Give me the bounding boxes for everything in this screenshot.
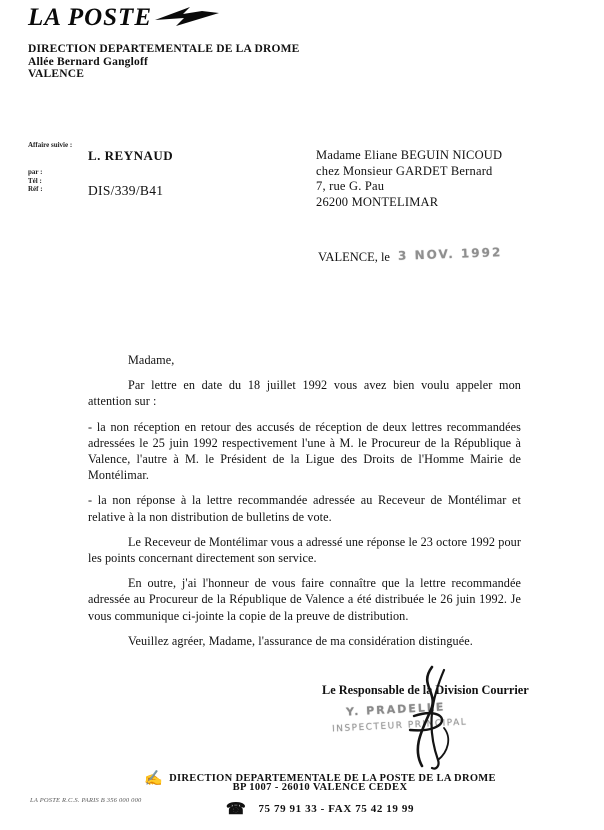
sender-street: Allée Bernard Gangloff (28, 55, 149, 68)
footer-phone-text: 75 79 91 33 - FAX 75 42 19 99 (258, 803, 415, 815)
sender-city: VALENCE (28, 68, 85, 80)
date-stamp: 3 NOV. 1992 (397, 245, 503, 263)
signatory-title: Le Responsable de la Division Courrier (322, 683, 529, 697)
sender-address-block (28, 43, 300, 81)
case-handler-name: L. REYNAUD (88, 148, 174, 163)
label-par: par : (28, 168, 43, 176)
recipient-name: Madame Eliane BEGUIN NICOUD (316, 148, 503, 162)
la-poste-logo-text: LA POSTE (28, 3, 152, 31)
signatory-role-stamp: INSPECTEUR PRINCIPAL (331, 717, 468, 735)
telephone-icon: ☎ (225, 801, 247, 818)
la-poste-bird-icon (154, 6, 220, 33)
footer-phone-line (120, 799, 520, 819)
footer-legal-text (30, 797, 141, 804)
letter-body (88, 352, 521, 658)
paragraph-bullet-2: - la non réponse à la lettre recommandée adressée au Receveur de Montélimar et relative à la non distribution de bulletins de vote. (88, 493, 521, 524)
footer-legal-value: LA POSTE R.C.S. PARIS B 356 000 000 (30, 797, 142, 804)
paragraph-bullet-1: - la non réception en retour des accusés de réception de deux lettres recommandées adressées le 25 juin 1992 respectivement l'une à M. le Procureur de la République à Valence, l'autre à M. le Président de la Ligue des Droits de l'Homme Mairie de Montélimar. (88, 419, 521, 483)
label-ref: Réf : (28, 185, 43, 193)
footer-org-text: DIRECTION DEPARTEMENTALE DE LA POSTE DE LA DROME (169, 773, 496, 784)
dateline-place: VALENCE, le (318, 250, 390, 264)
writing-hand-icon: ✍ (144, 771, 164, 787)
paragraph-receveur: Le Receveur de Montélimar vous a adressé une réponse le 23 octore 1992 pour les points concernant directement son service. (88, 534, 521, 566)
paragraph-en-outre: En outre, j'ai l'honneur de vous faire connaître que la lettre recommandée adressée au Procureur de la République de Valence a été distribuée le 26 juin 1992. Je vous communique ci-jointe la copie de la preuve de distribution. (88, 576, 521, 623)
recipient-city: 26200 MONTELIMAR (316, 194, 439, 209)
footer-address-line: BP 1007 - 26010 VALENCE CEDEX (232, 782, 408, 793)
label-tel: Tél : (28, 176, 42, 185)
salutation: Madame, (128, 353, 175, 367)
sender-org: DIRECTION DEPARTEMENTALE DE LA DROME (28, 43, 300, 55)
label-affaire-suivie: Affaire suivie : (28, 141, 73, 149)
paragraph-intro: Par lettre en date du 18 juillet 1992 vous avez bien voulu appeler mon attention sur : (88, 378, 521, 409)
reference-number: DIS/339/B41 (88, 183, 164, 198)
reference-labels (28, 141, 72, 194)
signatory-name-stamp: Y. PRADELLE (345, 700, 446, 719)
la-poste-logo (28, 2, 220, 33)
recipient-care-of: chez Monsieur GARDET Bernard (316, 163, 493, 178)
closing-formula: Veuillez agréer, Madame, l'assurance de ma considération distinguée. (128, 633, 473, 648)
recipient-address-block (316, 148, 502, 210)
handwritten-signature (392, 664, 462, 779)
recipient-street: 7, rue G. Pau (316, 179, 385, 193)
